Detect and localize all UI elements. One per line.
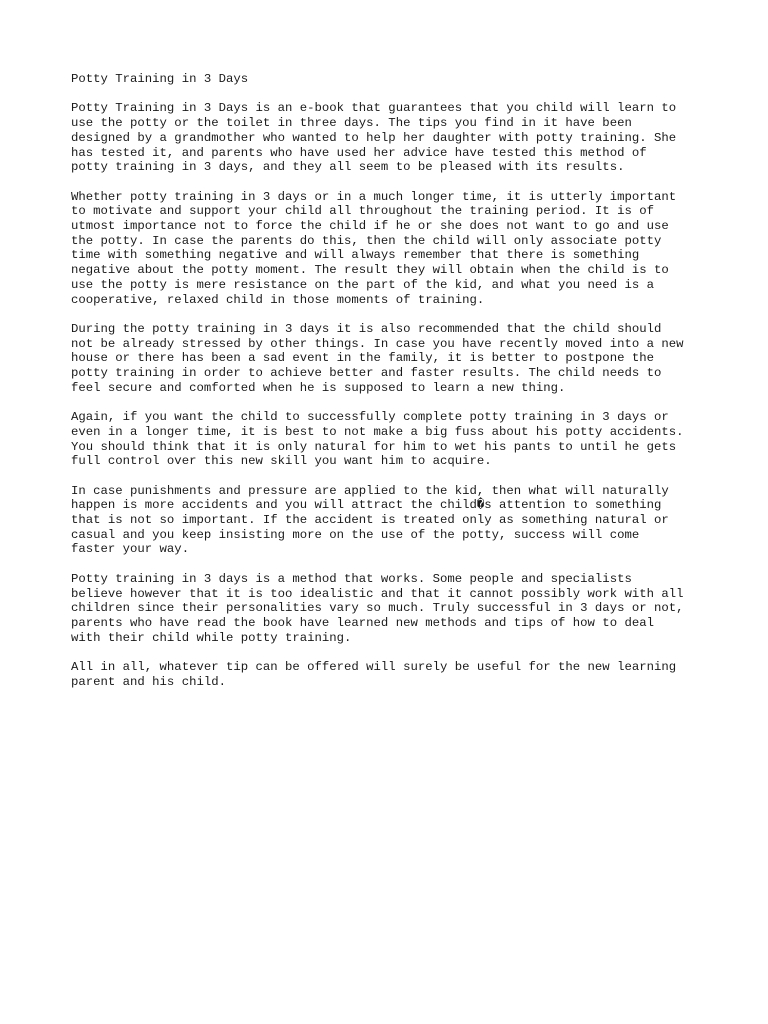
paragraph bbox=[71, 660, 711, 689]
paragraph-line: You should think that it is only natural for him to wet his pants to until he gets bbox=[71, 439, 677, 454]
paragraph-line: with their child while potty training. bbox=[71, 630, 352, 645]
paragraph bbox=[71, 101, 711, 175]
paragraph-line: negative about the potty moment. The result they will obtain when the child is to bbox=[71, 263, 669, 278]
paragraph-line: has tested it, and parents who have used her advice have tested this method of bbox=[71, 145, 647, 160]
paragraph-line: believe however that it is too idealistic and that it cannot possibly work with all bbox=[71, 586, 684, 601]
paragraph-line: house or there has been a sad event in the family, it is better to postpone the bbox=[71, 351, 654, 366]
paragraph-line: feel secure and comforted when he is supposed to learn a new thing. bbox=[71, 380, 566, 395]
paragraph bbox=[71, 410, 711, 469]
paragraph-line: full control over this new skill you want him to acquire. bbox=[71, 454, 492, 469]
paragraph-line: that is not so important. If the accident is treated only as something natural or bbox=[71, 513, 669, 528]
paragraph-line: to motivate and support your child all throughout the training period. It is of bbox=[71, 204, 654, 219]
paragraph-line: the potty. In case the parents do this, then the child will only associate potty bbox=[71, 233, 662, 248]
paragraph bbox=[71, 322, 711, 396]
paragraph-line: designed by a grandmother who wanted to help her daughter with potty training. She bbox=[71, 130, 677, 145]
paragraph-line: In case punishments and pressure are applied to the kid, then what will naturally bbox=[71, 483, 669, 498]
paragraph-line: potty training in 3 days, and they all seem to be pleased with its results. bbox=[71, 160, 625, 175]
paragraph-line: faster your way. bbox=[71, 542, 190, 557]
paragraph-line: Potty training in 3 days is a method that works. Some people and specialists bbox=[71, 571, 632, 586]
paragraph-line: Potty Training in 3 Days is an e-book that guarantees that you child will learn to bbox=[71, 101, 677, 116]
paragraph-line: potty training in order to achieve better and faster results. The child needs to bbox=[71, 366, 662, 381]
paragraph-line: Whether potty training in 3 days or in a much longer time, it is utterly important bbox=[71, 189, 677, 204]
paragraph-line: utmost importance not to force the child if he or she does not want to go and use bbox=[71, 219, 669, 233]
document-body bbox=[71, 101, 711, 689]
paragraph-line: even in a longer time, it is best to not make a big fuss about his potty accidents. bbox=[71, 424, 684, 439]
paragraph-line: use the potty or the toilet in three days. The tips you find in it have been bbox=[71, 116, 632, 131]
paragraph bbox=[71, 190, 711, 308]
paragraph-line: use the potty is mere resistance on the part of the kid, and what you need is a bbox=[71, 277, 654, 292]
paragraph bbox=[71, 484, 711, 558]
paragraph-line: casual and you keep insisting more on the use of the potty, success will come bbox=[71, 527, 640, 542]
document-title: Potty Training in 3 Days bbox=[71, 72, 249, 86]
document-page bbox=[71, 72, 711, 704]
paragraph-line: parents who have read the book have learned new methods and tips of how to deal bbox=[71, 615, 654, 630]
paragraph-line: not be already stressed by other things. In case you have recently moved into a new bbox=[71, 336, 684, 351]
paragraph-line: parent and his child. bbox=[71, 674, 226, 689]
paragraph bbox=[71, 572, 711, 646]
paragraph-line: children since their personalities vary so much. Truly successful in 3 days or not, bbox=[71, 601, 684, 616]
paragraph-line: cooperative, relaxed child in those moments of training. bbox=[71, 292, 485, 307]
paragraph-line: Again, if you want the child to successfully complete potty training in 3 days or bbox=[71, 410, 669, 425]
paragraph-line: time with something negative and will always remember that there is something bbox=[71, 248, 640, 263]
paragraph-line: During the potty training in 3 days it is also recommended that the child should bbox=[71, 321, 662, 336]
paragraph-line: happen is more accidents and you will attract the child�s attention to something bbox=[71, 498, 662, 513]
paragraph-line: All in all, whatever tip can be offered will surely be useful for the new learning bbox=[71, 660, 677, 675]
